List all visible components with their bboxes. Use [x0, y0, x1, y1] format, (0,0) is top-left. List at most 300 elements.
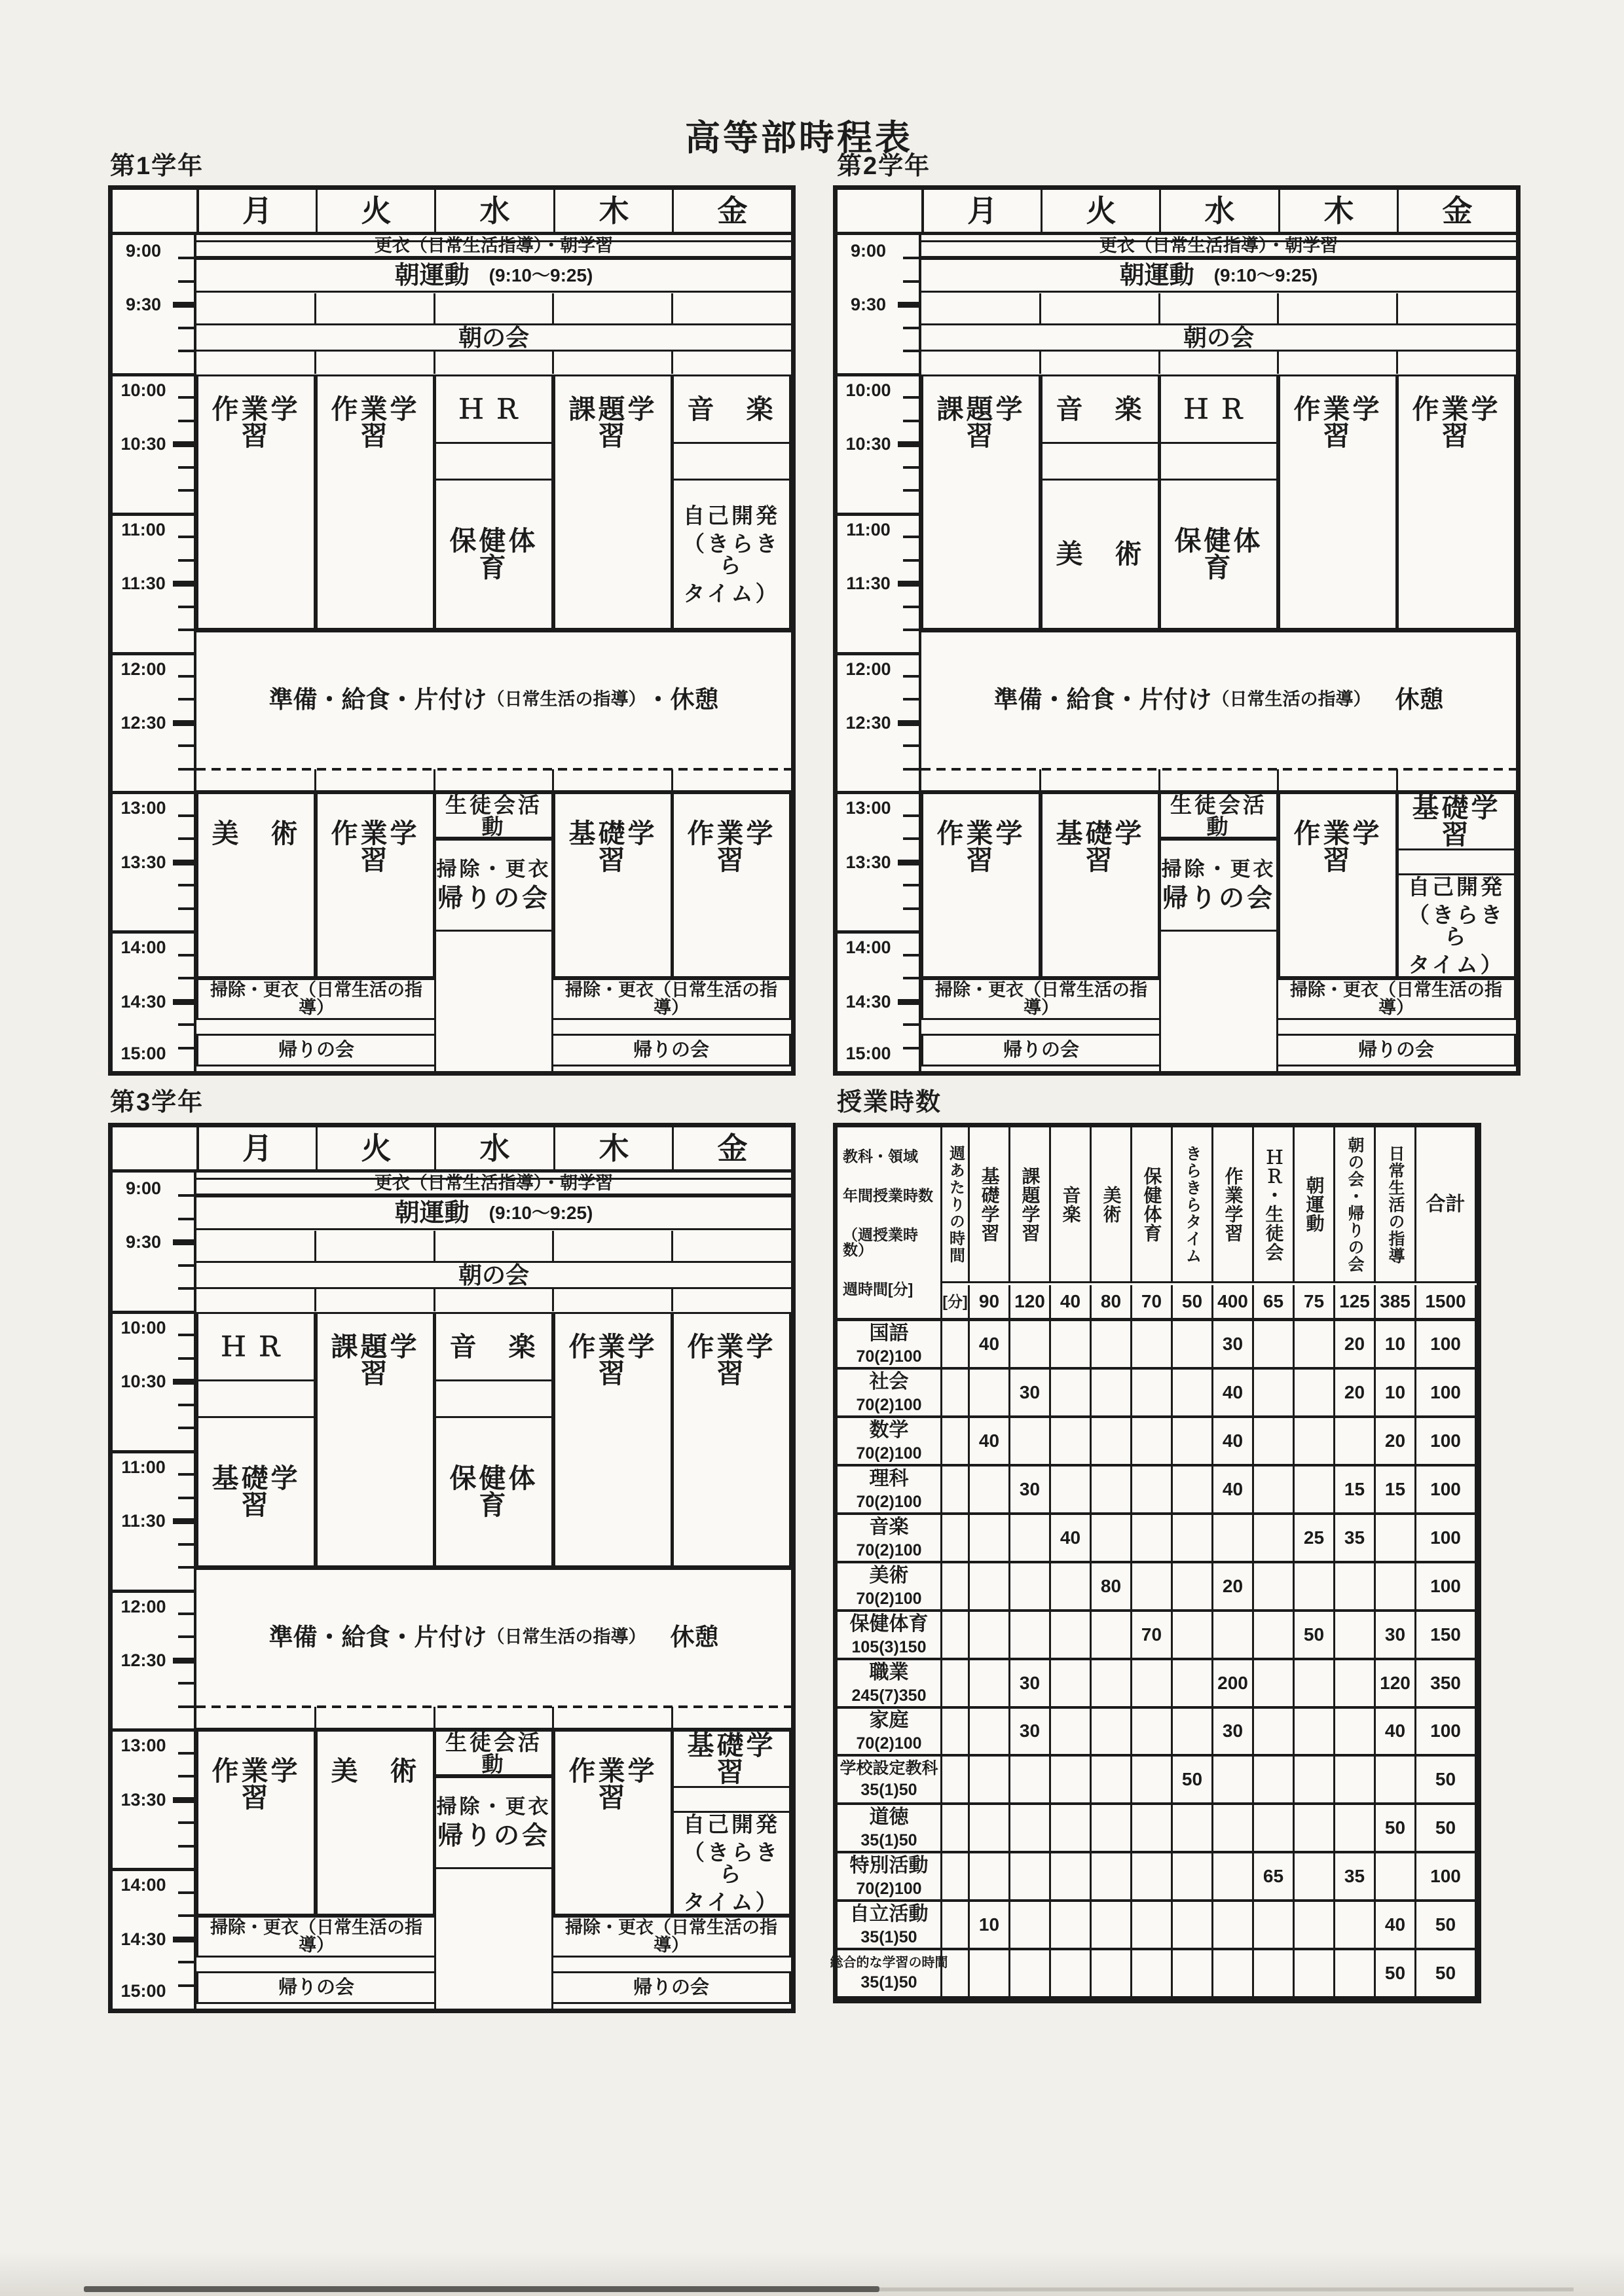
hours-value-cell	[1010, 1757, 1051, 1805]
hour-line	[113, 373, 194, 376]
divider-strip-line	[1158, 293, 1160, 323]
band-closing: 帰りの会	[196, 1971, 434, 2004]
hours-value-cell	[1376, 1563, 1416, 1612]
tick-10min	[178, 1914, 194, 1917]
hours-value-cell	[1213, 1950, 1254, 1999]
time-label-half: 9:30	[850, 294, 887, 314]
tick-10min	[178, 884, 194, 886]
tick-10min	[903, 350, 919, 352]
tick-10min	[178, 1682, 194, 1685]
hours-value-cell: 100	[1416, 1708, 1477, 1757]
band-changing: 更衣（日常生活指導）・朝学習	[921, 235, 1516, 258]
class-block	[196, 1730, 316, 1916]
tick-30min	[898, 302, 919, 308]
hours-value-cell	[970, 1950, 1010, 1999]
class-block-label: 生徒会活動	[445, 792, 542, 839]
hours-empty-min-cell	[942, 1515, 970, 1563]
tick-10min	[178, 1821, 194, 1824]
divider-strip-line	[552, 351, 554, 374]
hours-value-cell	[970, 1805, 1010, 1853]
band-morning-meeting: 朝の会	[921, 323, 1516, 352]
class-block	[1159, 792, 1278, 839]
hour-line	[113, 1868, 194, 1871]
tick-10min	[903, 327, 919, 329]
tick-30min	[173, 581, 194, 587]
band-cleanup: 掃除・更衣（日常生活の指導）	[553, 978, 791, 1020]
time-label-half: 12:30	[120, 712, 166, 733]
hours-value-cell	[1173, 1370, 1213, 1418]
hours-subject-name: 国語	[869, 1322, 909, 1344]
divider-strip-line	[552, 1231, 554, 1261]
band-morning-exercise	[196, 1195, 791, 1230]
tick-10min	[903, 1023, 919, 1026]
tick-10min	[178, 1194, 194, 1197]
hours-subject-annual: 35(1)50	[860, 1781, 917, 1799]
hour-line	[113, 1728, 194, 1732]
class-block	[1159, 374, 1278, 444]
class-block	[434, 932, 553, 1071]
hours-value-cell	[1132, 1321, 1173, 1370]
tick-10min	[178, 814, 194, 817]
band-cleanup: 掃除・更衣（日常生活の指導）	[196, 978, 434, 1020]
time-label: 9:00	[125, 240, 162, 261]
hours-value-cell	[1132, 1563, 1173, 1612]
hour-line	[838, 373, 919, 376]
time-label: 10:00	[845, 380, 891, 400]
hours-value-cell: 100	[1416, 1418, 1477, 1467]
hours-empty-min-cell	[942, 1370, 970, 1418]
day-header-3: 水	[434, 190, 553, 232]
class-block-label: 作業学習	[1412, 394, 1501, 451]
hours-value-cell	[1254, 1805, 1295, 1853]
class-block-label: 音 楽	[449, 1331, 538, 1362]
class-block	[1041, 479, 1160, 630]
hours-empty-min-cell	[942, 1612, 970, 1660]
hours-subject-cell	[838, 1563, 942, 1612]
band-closing: 帰りの会	[921, 1034, 1159, 1066]
tick-30min	[173, 720, 194, 726]
time-label: 9:00	[125, 1178, 162, 1198]
hours-value-cell	[1132, 1950, 1173, 1999]
hours-subject-annual: 70(2)100	[856, 1734, 922, 1753]
divider-strip-line	[552, 1707, 554, 1730]
hours-column-header-11: 日常生活の指導	[1376, 1127, 1416, 1283]
hours-value-cell	[1335, 1805, 1376, 1853]
hour-line	[113, 1311, 194, 1314]
hours-subject-name: 保健体育	[849, 1613, 929, 1635]
tick-10min	[178, 1775, 194, 1777]
hours-value-cell	[1173, 1902, 1213, 1950]
class-block-label: 音 楽	[687, 393, 776, 424]
time-label-half: 13:30	[120, 852, 166, 872]
divider-strip-line	[1277, 293, 1279, 323]
hours-value-cell	[1132, 1757, 1173, 1805]
hours-value-cell	[1051, 1853, 1092, 1902]
class-block-label: （きらきら	[683, 531, 780, 577]
hours-subject-name: 数学	[869, 1419, 909, 1441]
hours-value-cell	[1376, 1515, 1416, 1563]
divider-strip-line	[671, 1231, 673, 1261]
hours-subject-cell	[838, 1708, 942, 1757]
time-label: 15:00	[120, 1043, 166, 1063]
hours-value-cell	[1295, 1467, 1335, 1515]
tick-30min	[898, 999, 919, 1005]
tick-10min	[178, 1984, 194, 1987]
hours-column-header-12: 合計	[1416, 1127, 1477, 1283]
hours-value-cell	[970, 1612, 1010, 1660]
hours-value-cell	[1254, 1370, 1295, 1418]
hour-line	[113, 652, 194, 655]
hours-value-cell: 30	[1376, 1612, 1416, 1660]
class-block	[553, 1312, 673, 1567]
hour-line	[113, 930, 194, 934]
hours-value-cell	[1295, 1660, 1335, 1709]
class-block	[316, 792, 435, 978]
hours-column-header-9: 朝運動	[1295, 1127, 1335, 1283]
hours-value-cell: 100	[1416, 1370, 1477, 1418]
hours-value-cell	[1213, 1805, 1254, 1853]
hours-value-cell	[1173, 1563, 1213, 1612]
divider-strip-line	[434, 351, 435, 374]
morning-exercise-label: 朝運動	[1119, 261, 1194, 289]
band-morning-exercise	[921, 258, 1516, 293]
day-header-4: 木	[553, 190, 673, 232]
band-closing: 帰りの会	[553, 1034, 791, 1066]
tick-30min	[173, 1379, 194, 1385]
hours-value-cell	[1010, 1612, 1051, 1660]
divider-strip-line	[671, 351, 673, 374]
hours-value-cell	[1092, 1515, 1132, 1563]
hours-value-cell: 30	[1010, 1660, 1051, 1709]
hours-column-header-6: きらきらタイム	[1173, 1127, 1213, 1283]
hours-value-cell	[1132, 1515, 1173, 1563]
hours-value-cell	[970, 1708, 1010, 1757]
class-block	[434, 839, 553, 932]
hours-value-cell: 200	[1213, 1660, 1254, 1709]
hours-value-cell	[970, 1853, 1010, 1902]
tick-10min	[178, 350, 194, 352]
time-label: 11:00	[121, 519, 166, 539]
class-block	[434, 1381, 553, 1416]
hours-value-cell	[1132, 1805, 1173, 1853]
hours-corner-header-line: （週授業時数）	[843, 1226, 918, 1258]
band-changing: 更衣（日常生活指導）・朝学習	[196, 1173, 791, 1195]
hours-subject-annual: 70(2)100	[856, 1589, 922, 1608]
tick-10min	[903, 675, 919, 678]
tick-10min	[178, 1566, 194, 1569]
class-block-label: ＨＲ	[220, 1331, 292, 1362]
divider-strip-line	[434, 1231, 435, 1261]
hours-value-cell	[1254, 1660, 1295, 1709]
class-block	[1159, 839, 1278, 932]
class-block	[921, 374, 1041, 630]
hours-value-cell	[970, 1757, 1010, 1805]
hours-empty-min-cell	[942, 1805, 970, 1853]
class-block-label: 作業学習	[212, 394, 301, 451]
hours-value-cell	[1051, 1370, 1092, 1418]
hours-empty-min-cell	[942, 1563, 970, 1612]
hours-value-cell	[1295, 1708, 1335, 1757]
hours-subject-annual: 35(1)50	[860, 1831, 917, 1850]
hours-value-cell: 100	[1416, 1853, 1477, 1902]
hours-value-cell: 10	[970, 1902, 1010, 1950]
hours-subject-name: 社会	[869, 1370, 909, 1393]
hours-value-cell: 30	[1010, 1370, 1051, 1418]
hours-empty-min-cell	[942, 1660, 970, 1709]
time-label: 14:00	[120, 937, 166, 957]
time-label: 11:00	[121, 1457, 166, 1477]
class-block	[1397, 873, 1516, 978]
tick-10min	[903, 907, 919, 910]
hours-value-cell	[1051, 1563, 1092, 1612]
class-block	[672, 792, 791, 978]
tick-10min	[903, 280, 919, 283]
class-block-label: ＨＲ	[1183, 393, 1255, 424]
class-block	[434, 444, 553, 479]
hours-value-cell: 10	[1376, 1370, 1416, 1418]
time-label-half: 12:30	[845, 712, 891, 733]
hours-empty-min-cell	[942, 1418, 970, 1467]
hours-value-cell: 30	[1010, 1467, 1051, 1515]
tick-10min	[903, 954, 919, 957]
hours-value-cell	[1213, 1515, 1254, 1563]
hours-value-cell	[1335, 1902, 1376, 1950]
hours-value-cell: 40	[970, 1321, 1010, 1370]
hours-column-header-7: 作業学習	[1213, 1127, 1254, 1283]
hours-value-cell	[1254, 1515, 1295, 1563]
hours-value-cell	[1254, 1467, 1295, 1515]
scan-artifact-bar-light	[879, 2287, 1574, 2291]
hours-value-cell	[1092, 1370, 1132, 1418]
class-block	[672, 1788, 791, 1811]
hours-value-cell	[1173, 1708, 1213, 1757]
class-block	[672, 1730, 791, 1788]
hours-value-cell	[1173, 1853, 1213, 1902]
hours-value-cell	[1010, 1902, 1051, 1950]
hours-value-cell: 15	[1376, 1467, 1416, 1515]
hours-value-cell	[1295, 1902, 1335, 1950]
hours-subject-annual: 35(1)50	[860, 1927, 917, 1946]
class-block-label: タイム）	[683, 1890, 780, 1914]
class-block	[434, 1416, 553, 1567]
class-block-label: 生徒会活動	[445, 1730, 542, 1776]
hours-weekly-minutes-cell: 120	[1010, 1285, 1051, 1318]
hours-value-cell	[1051, 1950, 1092, 1999]
hours-value-cell	[1092, 1757, 1132, 1805]
tick-10min	[903, 420, 919, 422]
hours-value-cell: 50	[1173, 1757, 1213, 1805]
hours-minutes-unit-cell: [分]	[942, 1285, 970, 1318]
hours-value-cell	[1335, 1660, 1376, 1709]
hours-value-cell	[1092, 1950, 1132, 1999]
lunch-text-rest: ・休憩	[646, 686, 719, 713]
class-block-label: 掃除・更衣	[436, 858, 551, 881]
hours-column-header-1: 基礎学習	[970, 1127, 1010, 1283]
divider-strip-line	[314, 769, 316, 792]
hours-subject-annual: 105(3)150	[851, 1637, 927, 1656]
tick-10min	[903, 466, 919, 469]
hours-value-cell	[1092, 1902, 1132, 1950]
hour-line	[838, 652, 919, 655]
tick-10min	[903, 837, 919, 840]
time-label-half: 13:30	[845, 852, 891, 872]
class-block	[316, 1730, 435, 1916]
hours-subject-annual: 70(2)100	[856, 1492, 922, 1511]
hours-value-cell: 50	[1416, 1902, 1477, 1950]
hours-subject-annual: 70(2)100	[856, 1540, 922, 1559]
hours-value-cell: 80	[1092, 1563, 1132, 1612]
hours-value-cell	[1051, 1805, 1092, 1853]
day-header-2: 火	[316, 1127, 435, 1169]
tick-10min	[178, 1635, 194, 1638]
class-block	[434, 1776, 553, 1869]
tick-30min	[173, 302, 194, 308]
tick-10min	[178, 1845, 194, 1848]
hours-weekly-minutes-cell: 1500	[1416, 1285, 1477, 1318]
day-header-5: 金	[672, 1127, 791, 1169]
hours-value-cell	[1051, 1418, 1092, 1467]
time-label-half: 9:30	[125, 294, 162, 314]
tick-10min	[178, 744, 194, 747]
tick-10min	[178, 536, 194, 538]
divider-strip-line	[314, 1231, 316, 1261]
hours-subject-name: 家庭	[869, 1709, 909, 1731]
page-title: 高等部時程表	[685, 118, 913, 158]
hours-value-cell	[1335, 1708, 1376, 1757]
hours-value-cell	[1335, 1950, 1376, 1999]
hours-value-cell: 100	[1416, 1467, 1477, 1515]
hours-value-cell: 100	[1416, 1515, 1477, 1563]
day-header-4: 木	[1278, 190, 1397, 232]
tick-10min	[903, 257, 919, 259]
class-block	[434, 1312, 553, 1381]
tick-10min	[178, 1334, 194, 1336]
hours-value-cell	[1132, 1370, 1173, 1418]
time-label-half: 10:30	[120, 1371, 166, 1391]
grade1-timetable	[108, 185, 796, 1076]
band-morning-meeting: 朝の会	[196, 1261, 791, 1289]
lunch-text	[196, 630, 791, 769]
tick-10min	[903, 698, 919, 701]
hours-value-cell	[1173, 1418, 1213, 1467]
class-block-label: 基礎学習	[1056, 818, 1145, 875]
grade2-timetable	[833, 185, 1521, 1076]
hours-value-cell	[1295, 1805, 1335, 1853]
hours-value-cell: 20	[1335, 1370, 1376, 1418]
hours-value-cell	[1173, 1467, 1213, 1515]
hours-value-cell	[1051, 1660, 1092, 1709]
divider-strip-line	[1158, 769, 1160, 792]
hours-value-cell	[1092, 1660, 1132, 1709]
hours-value-cell: 70	[1132, 1612, 1173, 1660]
class-block-label: 美 術	[1056, 539, 1145, 569]
tick-10min	[178, 559, 194, 562]
hours-column-header-3: 音楽	[1051, 1127, 1092, 1283]
band-morning-meeting: 朝の会	[196, 323, 791, 352]
tick-10min	[178, 1705, 194, 1708]
hours-subject-name: 理科	[869, 1467, 909, 1489]
divider-strip-line	[1039, 293, 1041, 323]
divider-strip-line	[552, 1288, 554, 1311]
hours-column-header-4: 美術	[1092, 1127, 1132, 1283]
hour-line	[113, 1590, 194, 1593]
time-label-half: 14:30	[120, 991, 166, 1011]
class-block	[1159, 444, 1278, 479]
hours-value-cell	[1376, 1757, 1416, 1805]
hours-value-cell	[1173, 1950, 1213, 1999]
class-block	[1159, 479, 1278, 630]
hours-value-cell	[1051, 1708, 1092, 1757]
tick-10min	[178, 768, 194, 771]
class-block-label: 自己開発	[683, 503, 780, 528]
divider-strip-line	[1396, 769, 1398, 792]
hours-empty-min-cell	[942, 1467, 970, 1515]
divider-strip-line	[552, 293, 554, 323]
class-block	[434, 374, 553, 444]
band-closing: 帰りの会	[1278, 1034, 1516, 1066]
hours-corner-header-line: 年間授業時数	[843, 1186, 933, 1204]
hours-value-cell: 30	[1213, 1708, 1254, 1757]
tick-30min	[173, 1797, 194, 1803]
tick-10min	[178, 837, 194, 840]
class-block-label: 保健体育	[449, 525, 538, 583]
hours-value-cell: 40	[970, 1418, 1010, 1467]
time-label: 14:00	[120, 1874, 166, 1895]
hours-empty-min-cell	[942, 1757, 970, 1805]
time-label: 13:00	[120, 797, 166, 818]
hours-value-cell	[1010, 1950, 1051, 1999]
day-header-4: 木	[553, 1127, 673, 1169]
hours-value-cell	[1335, 1757, 1376, 1805]
hours-weekly-minutes-cell: 75	[1295, 1285, 1335, 1318]
hours-subject-cell	[838, 1515, 942, 1563]
hours-empty-min-cell	[942, 1708, 970, 1757]
day-header-1: 月	[196, 190, 316, 232]
hours-value-cell	[1335, 1418, 1376, 1467]
hours-column-header-8: ＨＲ・生徒会	[1254, 1127, 1295, 1283]
hours-value-cell	[970, 1515, 1010, 1563]
time-label-half: 13:30	[120, 1789, 166, 1810]
hours-subject-name: 特別活動	[849, 1854, 929, 1876]
class-block-label: 課題学習	[568, 394, 657, 451]
class-block	[434, 479, 553, 630]
divider-strip-line	[1039, 351, 1041, 374]
lunch-text-note: （日常生活の指導）	[1211, 689, 1371, 709]
hours-value-cell: 40	[1051, 1515, 1092, 1563]
class-block-label: 作業学習	[331, 394, 420, 451]
class-block-label: 作業学習	[687, 818, 776, 875]
hours-value-cell	[1173, 1660, 1213, 1709]
hours-value-cell	[1051, 1467, 1092, 1515]
class-block	[196, 792, 316, 978]
morning-exercise-label: 朝運動	[394, 261, 470, 289]
tick-10min	[903, 396, 919, 399]
class-block-label: 基礎学習	[1412, 792, 1501, 850]
class-block-label: 帰りの会	[437, 884, 550, 913]
day-header-1: 月	[921, 190, 1041, 232]
band-cleanup: 掃除・更衣（日常生活の指導）	[196, 1916, 434, 1958]
hours-weekly-minutes-cell: 400	[1213, 1285, 1254, 1318]
time-label: 10:00	[120, 380, 166, 400]
class-block	[316, 374, 435, 630]
tick-10min	[178, 1218, 194, 1220]
tick-10min	[178, 1613, 194, 1615]
tick-10min	[903, 814, 919, 817]
hours-subject-cell	[838, 1805, 942, 1853]
divider-strip-line	[434, 293, 435, 323]
time-label: 13:00	[845, 797, 891, 818]
hours-subject-name: 自立活動	[849, 1903, 929, 1925]
